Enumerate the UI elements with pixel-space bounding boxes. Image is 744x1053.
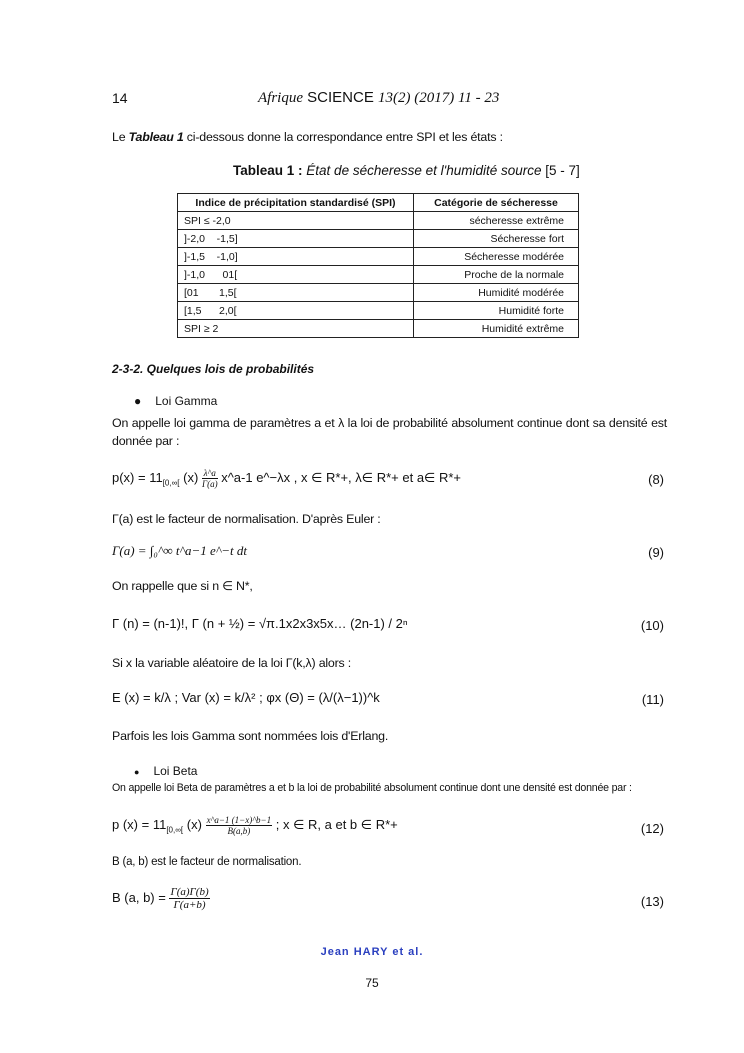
eq9-label: (9)	[648, 545, 664, 560]
eq12-x: (x)	[186, 816, 202, 832]
table-row	[178, 212, 579, 230]
intro-prefix: Le	[112, 130, 129, 144]
eq13-num: Γ(a)Γ(b)	[170, 886, 209, 898]
table-row	[178, 266, 579, 284]
table-row	[178, 248, 579, 266]
table-cell-spi: SPI ≤ -2,0	[178, 212, 414, 230]
journal-ref: 13(2) (2017) 11 - 23	[378, 90, 500, 106]
eq13-fraction	[169, 886, 209, 911]
table-cell-category: sécheresse extrême	[414, 212, 579, 230]
page-number: 14	[112, 90, 128, 106]
table-body	[178, 212, 579, 338]
gamma-erlang: Parfois les lois Gamma sont nommées lois d'Erlang.	[112, 729, 389, 743]
gamma-if-text: Si x la variable aléatoire de la loi Γ(k,λ) alors :	[112, 656, 352, 670]
table-cell-spi: [01 1,5[	[178, 284, 414, 302]
equation-12	[112, 815, 398, 836]
eq12-sub: [0,∞[	[166, 825, 184, 835]
eq8-x: (x)	[183, 469, 199, 485]
table-cell-category: Proche de la normale	[414, 266, 579, 284]
table-cell-spi: ]-1,5 -1,0]	[178, 248, 414, 266]
table-caption-ref: [5 - 7]	[545, 163, 580, 178]
table-row	[178, 284, 579, 302]
eq8-sub: [0,∞[	[162, 478, 180, 488]
journal-header	[258, 89, 499, 107]
eq12-rest: ; x ∈ R, a et b ∈ R*+	[275, 816, 398, 832]
table-caption-bold: Tableau 1 :	[233, 163, 303, 178]
table-header-row	[178, 194, 579, 212]
table-cell-category: Humidité extrême	[414, 320, 579, 338]
eq13-label: (13)	[640, 894, 664, 909]
equation-9: Γ(a) = ∫₀^∞ t^a−1 e^−t dt	[112, 543, 248, 558]
spi-table-wrapper	[177, 193, 579, 338]
spi-table	[177, 193, 579, 338]
bullet-icon: ●	[134, 394, 142, 408]
gamma-bullet	[134, 394, 217, 408]
intro-text	[112, 128, 503, 146]
equation-11: E (x) = k/λ ; Var (x) = k/λ² ; φx (Θ) = (λ/(λ−1))^k	[112, 690, 380, 705]
gamma-recall: On rappelle que si n ∈ N*,	[112, 579, 253, 593]
table-ref: Tableau 1	[128, 130, 184, 144]
beta-bullet	[134, 764, 197, 778]
beta-norm-text: B (a, b) est le facteur de normalisation.	[112, 856, 302, 868]
footer-author: Jean HARY et al.	[320, 946, 424, 958]
beta-paragraph: On appelle loi Beta de paramètres a et b la loi de probabilité absolument continue dont une densité est donnée par :	[112, 782, 632, 794]
eq13-left: B (a, b) =	[112, 889, 166, 905]
table-cell-spi: SPI ≥ 2	[178, 320, 414, 338]
eq12-num: x^a−1 (1−x)^b−1	[206, 815, 272, 825]
eq8-den: Γ(a)	[201, 479, 218, 489]
table-cell-category: Sécheresse fort	[414, 230, 579, 248]
table-caption	[233, 163, 580, 178]
table-cell-spi: ]-1,0 01[	[178, 266, 414, 284]
beta-bullet-label: Loi Beta	[153, 764, 198, 778]
journal-title: Afrique	[258, 90, 303, 106]
eq10-label: (10)	[640, 618, 664, 633]
eq12-left: p (x) = 11	[112, 816, 167, 832]
equation-13	[112, 886, 210, 911]
equation-8	[112, 468, 461, 489]
eq8-fraction	[202, 468, 218, 489]
table-header-category: Catégorie de sécheresse	[414, 194, 579, 212]
eq8-label: (8)	[648, 472, 664, 487]
eq8-num: λ^a	[203, 468, 216, 478]
gamma-norm-text: Γ(a) est le facteur de normalisation. D'après Euler :	[112, 512, 381, 526]
table-cell-category: Humidité forte	[414, 302, 579, 320]
table-header-spi: Indice de précipitation standardisé (SPI)	[178, 194, 414, 212]
equation-10: Γ (n) = (n-1)!, Γ (n + ½) = √π.1x2x3x5x… (2n-1) / 2ⁿ	[112, 616, 408, 631]
table-cell-spi: ]-2,0 -1,5]	[178, 230, 414, 248]
table-row	[178, 230, 579, 248]
table-cell-category: Sécheresse modérée	[414, 248, 579, 266]
eq8-rest: x^a-1 e^−λx , x ∈ R*+, λ∈ R*+ et a∈ R*+	[221, 469, 462, 485]
intro-suffix: ci-dessous donne la correspondance entre SPI et les états :	[183, 130, 503, 144]
eq13-den: Γ(a+b)	[173, 899, 206, 911]
eq8-left: p(x) = 11	[112, 469, 163, 485]
footer-page-number: 75	[365, 976, 379, 990]
eq11-label: (11)	[641, 692, 664, 707]
table-row	[178, 320, 579, 338]
eq12-label: (12)	[640, 821, 664, 836]
gamma-paragraph: On appelle loi gamma de paramètres a et λ la loi de probabilité absolument continue dont sa densité est donnée par :	[112, 416, 667, 448]
table-caption-italic: État de sécheresse et l'humidité source	[306, 163, 542, 178]
bullet-icon: ●	[134, 767, 140, 777]
table-cell-category: Humidité modérée	[414, 284, 579, 302]
eq12-fraction	[206, 815, 273, 836]
journal-science: SCIENCE	[307, 89, 374, 106]
table-row	[178, 302, 579, 320]
gamma-bullet-label: Loi Gamma	[155, 394, 218, 408]
section-title: 2-3-2. Quelques lois de probabilités	[112, 362, 315, 376]
table-cell-spi: [1,5 2,0[	[178, 302, 414, 320]
eq12-den: B(a,b)	[227, 826, 251, 836]
